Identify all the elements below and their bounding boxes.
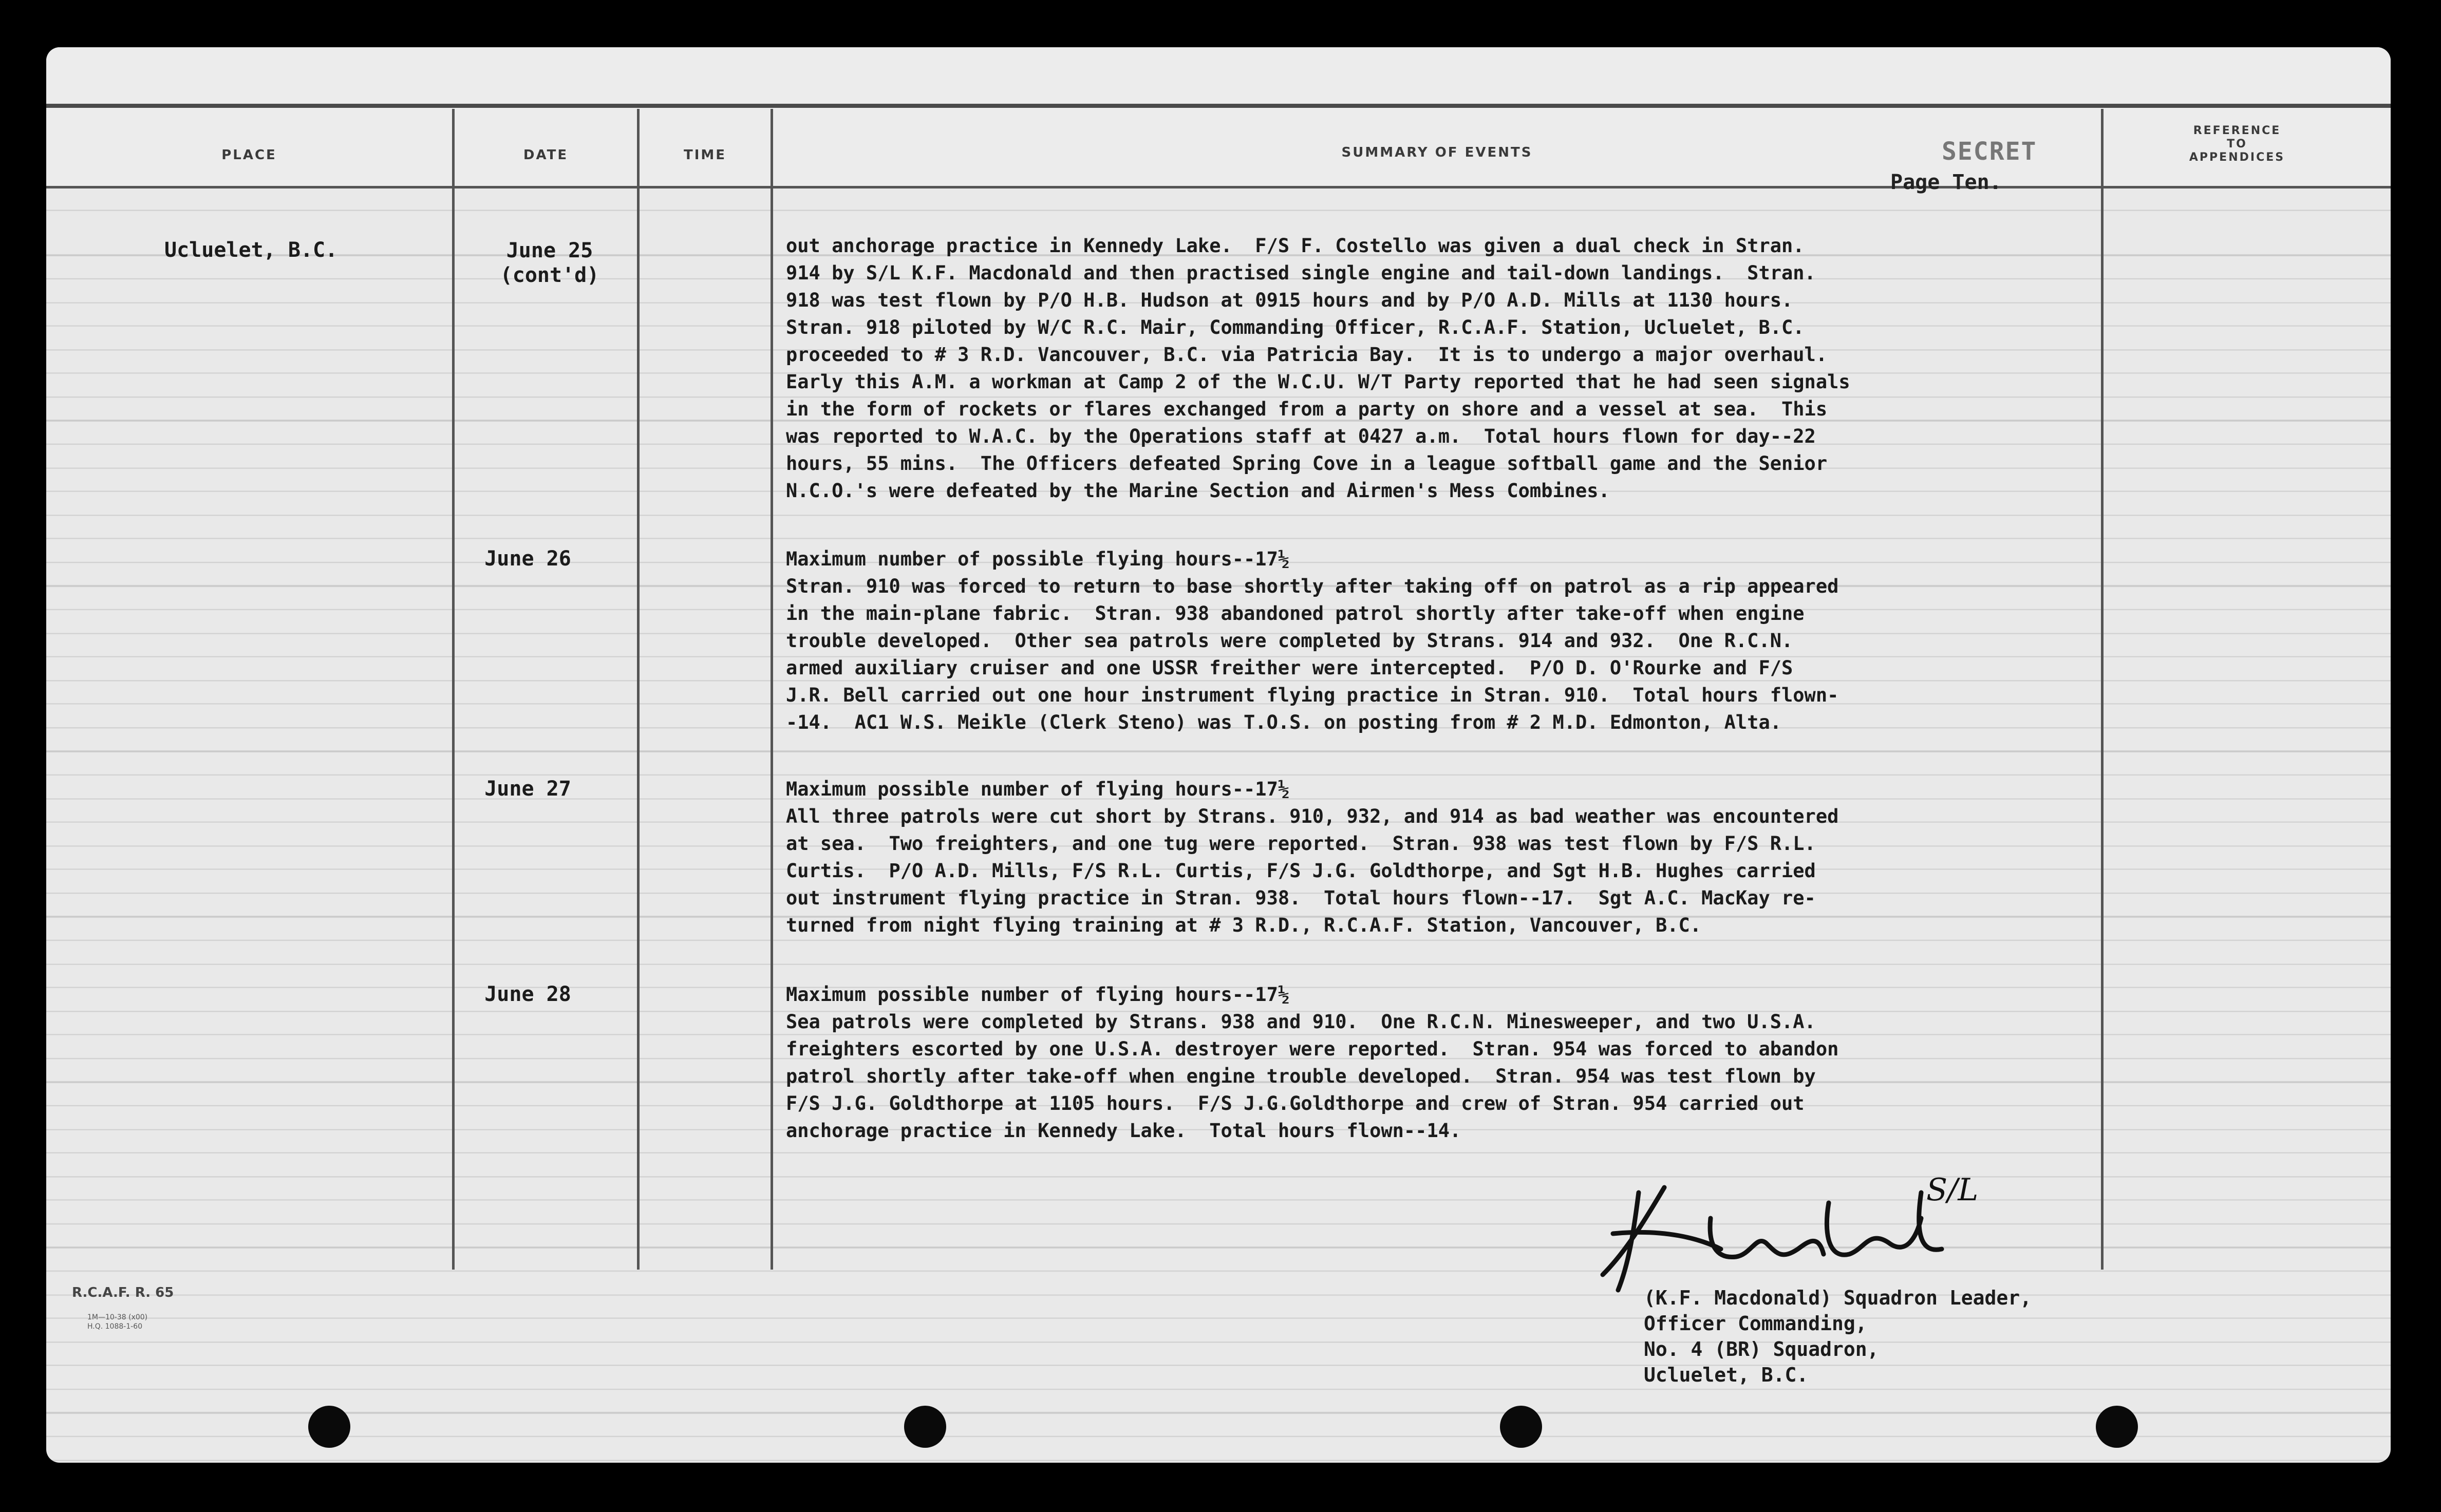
header-place: PLACE bbox=[221, 147, 277, 163]
form-code: R.C.A.F. R. 65 bbox=[72, 1285, 174, 1300]
header-reference-line1: REFERENCE bbox=[2193, 124, 2281, 137]
form-print-code: 1M—10-38 (x00) H.Q. 1088-1-60 bbox=[87, 1313, 148, 1331]
entry-june-25: out anchorage practice in Kennedy Lake. F/S F. Costello was given a dual check in Stran. 914 by S/L K.F. Macdonald and then practised single engine and tail-down landings. Stran. 918 was test flown by P/O H.B. Hudson at 0915 hours and by P/O A.D. Mills at 1130 hours. Stran. 918 piloted by W/C R.C. Mair, Commanding Officer, R.C.A.F. Station, Ucluelet, B.C. proceeded to # 3 R.D. Vancouver, B.C. via Patricia Bay. It is to undergo a major overhaul. Early this A.M. a workman at Camp 2 of the W.C.U. W/T Party reported that he had seen signals in the form of rockets or flares exchanged from a party on shore and a vessel at sea. This was reported to W.A.C. by the Operations staff at 0427 a.m. Total hours flown for day--22 hours, 55 mins. The Officers defeated Spring Cove in a league softball game and the Senior N.C.O.'s were defeated by the Marine Section and Airmen's Mess Combines. bbox=[786, 235, 1850, 502]
place-value: Ucluelet, B.C. bbox=[164, 238, 338, 262]
punch-hole-4 bbox=[2096, 1406, 2138, 1448]
column-header-band bbox=[46, 47, 2391, 188]
signature-initials: S/L bbox=[1926, 1172, 1979, 1208]
date-june-28: June 28 bbox=[484, 982, 571, 1006]
date-june-26: June 26 bbox=[484, 547, 571, 571]
date-june-25 bbox=[462, 238, 637, 288]
date-value: June 25 bbox=[506, 239, 593, 262]
header-reference bbox=[2104, 124, 2371, 164]
entry-june-26: Maximum number of possible flying hours--17½ Stran. 910 was forced to return to base shortly after taking off on patrol as a rip appeared in the main-plane fabric. Stran. 938 abandoned patrol shortly after take-off when engine trouble developed. Other sea patrols were completed by Strans. 914 and 932. One R.C.N. armed auxiliary cruiser and one USSR freither were intercepted. P/O D. O'Rourke and F/S J.R. Bell carried out one hour instrument flying practice in Stran. 910. Total hours flown- -14. AC1 W.S. Meikle (Clerk Steno) was T.O.S. on posting from # 2 M.D. Edmonton, Alta. bbox=[786, 548, 1839, 733]
entry-june-27: Maximum possible number of flying hours--17½ All three patrols were cut short by Strans. 910, 932, and 914 as bad weather was encountered at sea. Two freighters, and one tug were reported. Stran. 938 was test flown by F/S R.L. Curtis. P/O A.D. Mills, F/S R.L. Curtis, F/S J.G. Goldthorpe, and Sgt H.B. Hughes carried out instrument flying practice in Stran. 938. Total hours flown--17. Sgt A.C. MacKay re- turned from night flying training at # 3 R.D., R.C.A.F. Station, Vancouver, B.C. bbox=[786, 778, 1839, 936]
header-date: DATE bbox=[523, 147, 569, 163]
punch-hole-1 bbox=[308, 1406, 350, 1448]
place-date-divider bbox=[452, 109, 455, 1270]
date-time-divider bbox=[637, 109, 640, 1270]
page-number: Page Ten. bbox=[1890, 171, 2002, 194]
date-june-27: June 27 bbox=[484, 777, 571, 801]
date-note: (cont'd) bbox=[500, 263, 599, 287]
time-summary-divider bbox=[771, 109, 773, 1270]
top-rule bbox=[46, 104, 2391, 108]
header-time: TIME bbox=[683, 147, 727, 163]
header-reference-line2: TO bbox=[2227, 138, 2247, 150]
entry-june-28: Maximum possible number of flying hours--17½ Sea patrols were completed by Strans. 938 and 910. One R.C.N. Minesweeper, and two U.S.A. freighters escorted by one U.S.A. destroyer were reported. Stran. 954 was forced to abandon patrol shortly after take-off when engine trouble developed. Stran. 954 was test flown by F/S J.G. Goldthorpe at 1105 hours. F/S J.G.Goldthorpe and crew of Stran. 954 carried out anchorage practice in Kennedy Lake. Total hours flown--14. bbox=[786, 984, 1839, 1142]
header-reference-line3: APPENDICES bbox=[2189, 151, 2285, 164]
punch-hole-3 bbox=[1500, 1406, 1542, 1448]
secret-stamp: SECRET bbox=[1942, 137, 2037, 166]
signature-block: (K.F. Macdonald) Squadron Leader, Officer Commanding, No. 4 (BR) Squadron, Ucluelet, B.C. bbox=[1644, 1287, 2032, 1386]
diary-sheet bbox=[46, 47, 2391, 1463]
header-summary: SUMMARY OF EVENTS bbox=[1341, 145, 1533, 160]
punch-hole-2 bbox=[904, 1406, 946, 1448]
